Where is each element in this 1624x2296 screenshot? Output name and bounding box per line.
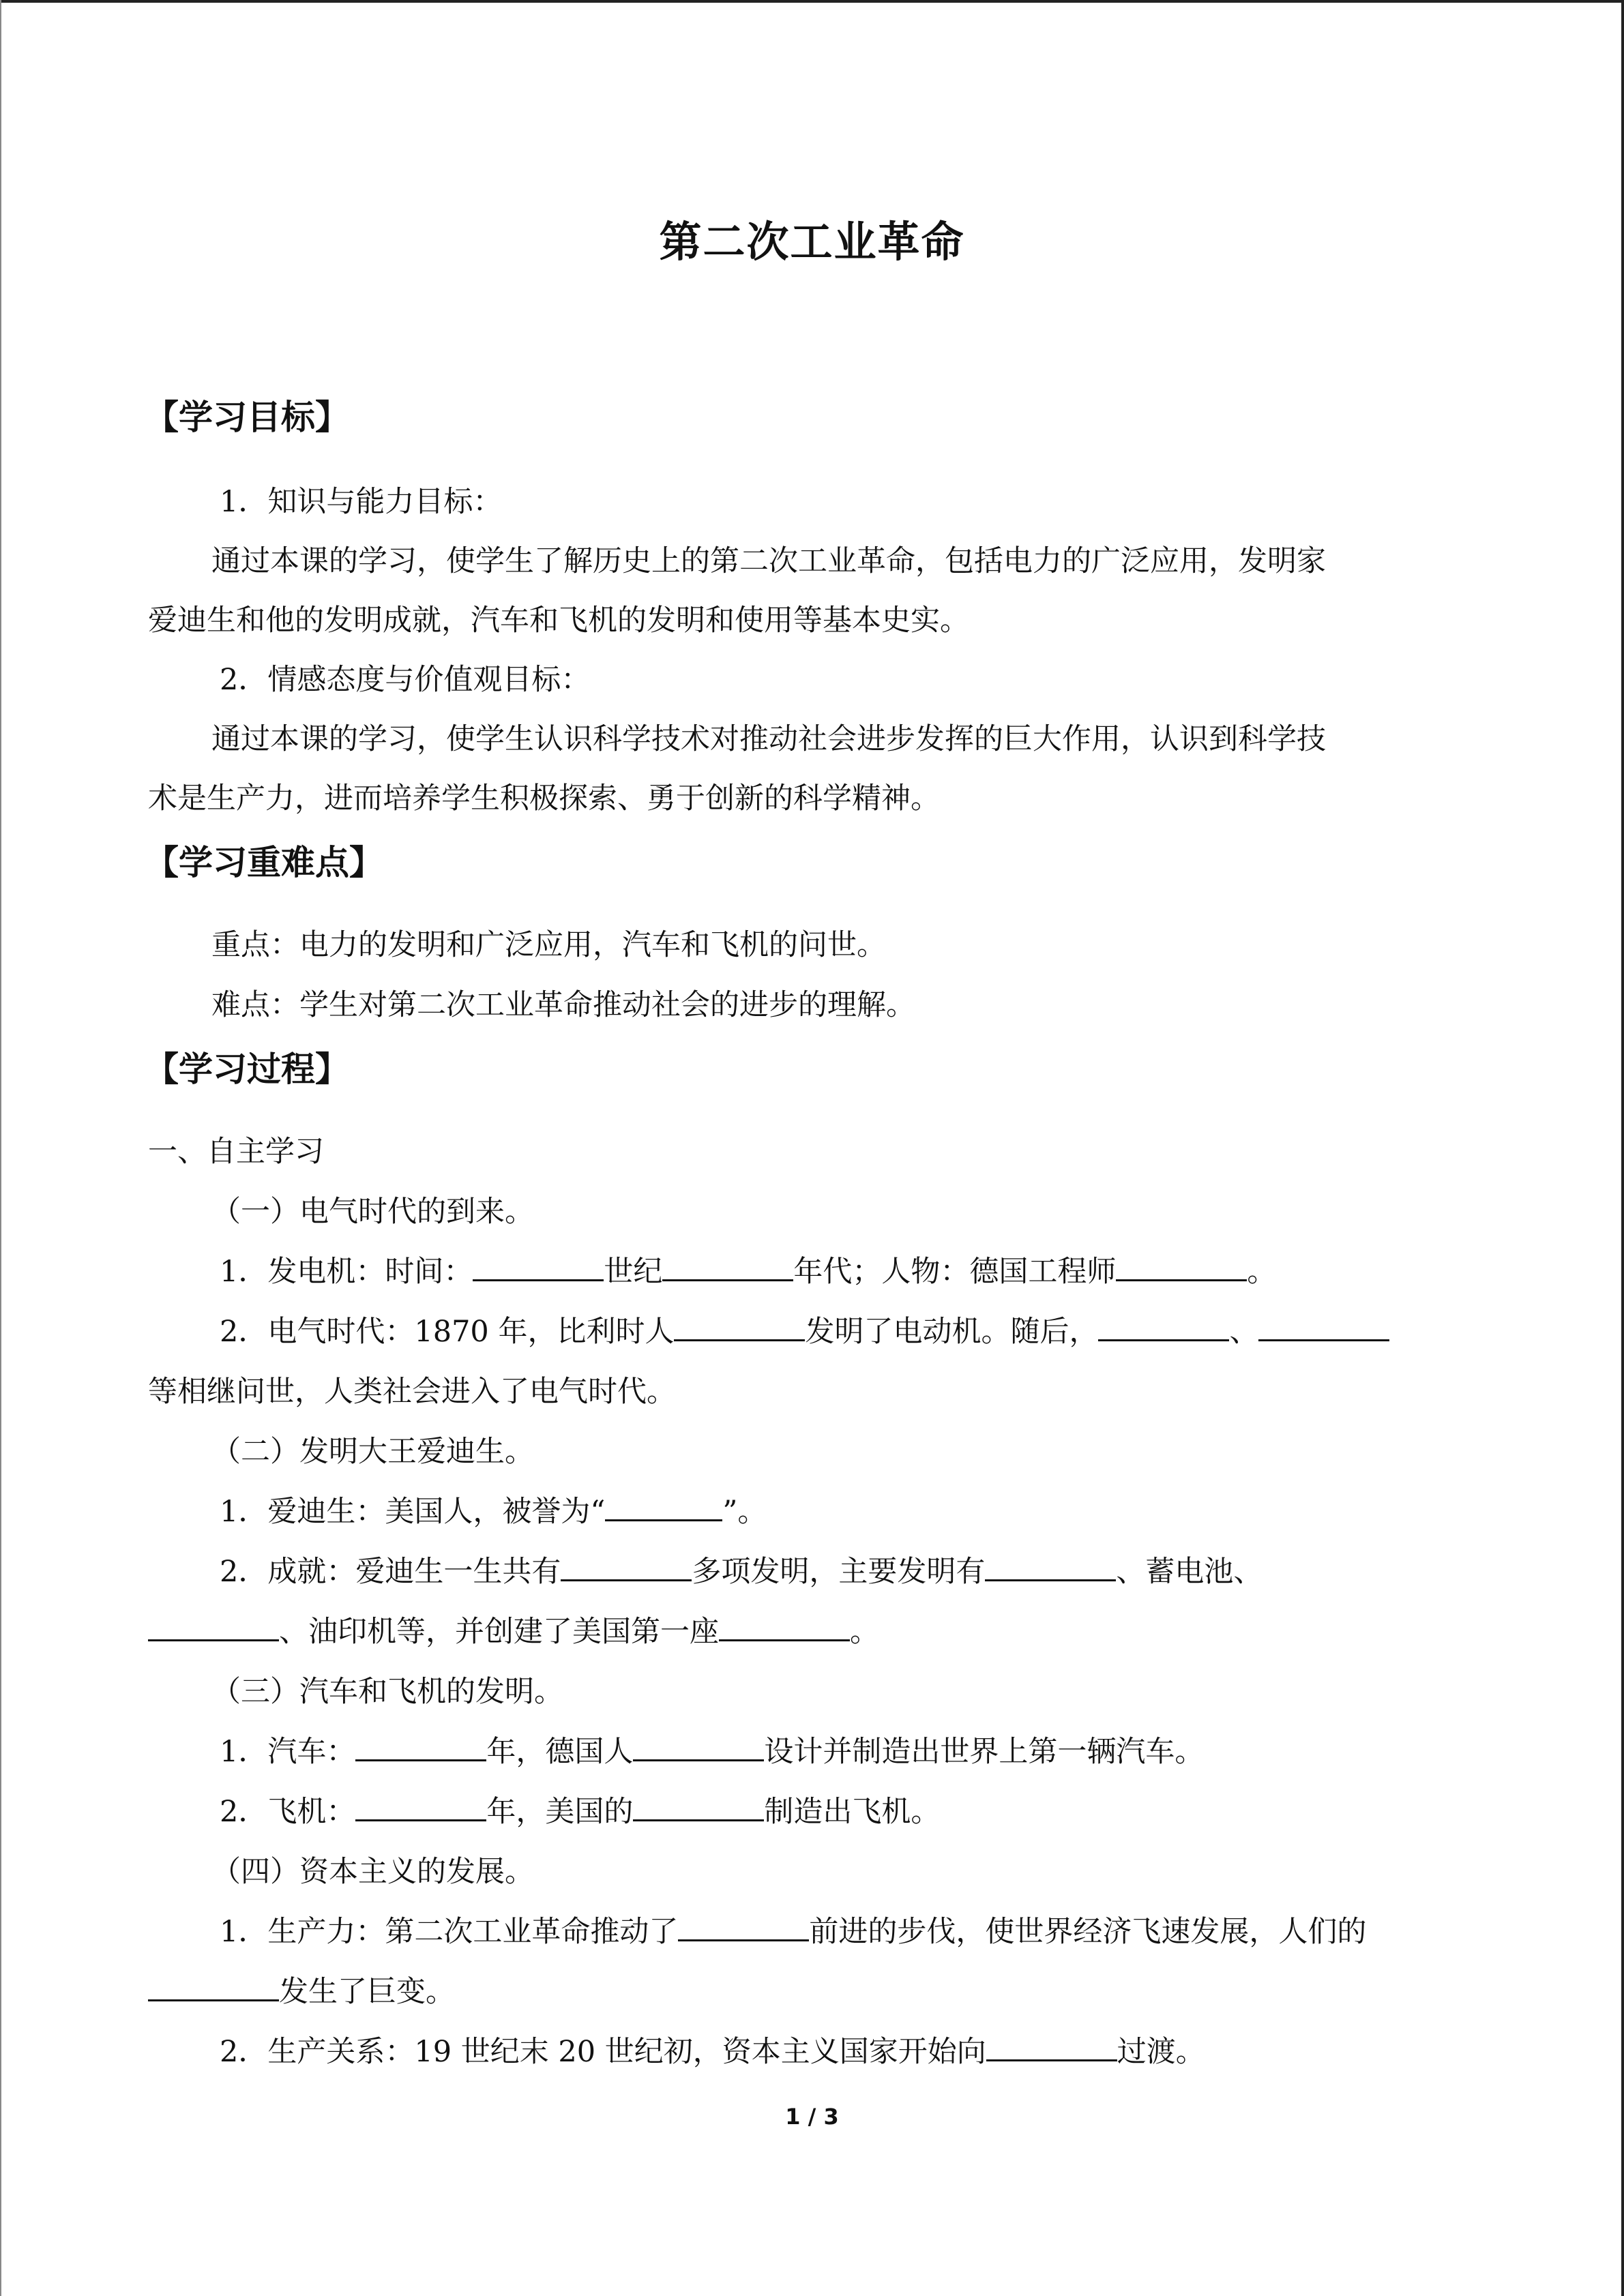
goals-1-text-a: 通过本课的学习，使学生了解历史上的第二次工业革命，包括电力的广泛应用，发明家: [211, 544, 1326, 578]
text: 设计并制造出世界上第一辆汽车。: [764, 1735, 1205, 1769]
blank-line[interactable]: [633, 1793, 764, 1821]
text: 、蓄电池、: [1116, 1555, 1263, 1589]
text: 发明了电动机。随后，: [805, 1315, 1099, 1349]
text: 、: [1229, 1315, 1259, 1349]
goals-2-text-a: 通过本课的学习，使学生认识科学技术对推动社会进步发挥的巨大作用，认识到科学技: [211, 722, 1326, 756]
part3-item2: [220, 1789, 940, 1830]
blank-line[interactable]: [633, 1733, 764, 1761]
text: ”。: [722, 1495, 767, 1529]
goals-2-text-b: 术是生产力，进而培养学生积极探索、勇于创新的科学精神。: [148, 781, 940, 816]
blank-line[interactable]: [719, 1613, 850, 1641]
goals-2-label: 2．情感态度与价值观目标：: [220, 663, 591, 697]
text: 2．成就：爱迪生一生共有: [220, 1555, 561, 1589]
page-number: 1 / 3: [785, 2104, 839, 2130]
text: 制造出飞机。: [764, 1795, 941, 1829]
key-point: 重点：电力的发明和广泛应用，汽车和飞机的问世。: [211, 928, 886, 962]
part1-title: （一）电气时代的到来。: [211, 1195, 534, 1229]
part1-item1: [220, 1249, 1276, 1290]
text: 。: [1247, 1255, 1277, 1289]
part1-item2: [220, 1309, 1389, 1350]
blank-line[interactable]: [1116, 1253, 1247, 1281]
text: 世纪: [604, 1255, 663, 1289]
part3-item1: [220, 1729, 1204, 1770]
part2-title: （二）发明大王爱迪生。: [211, 1435, 534, 1469]
goals-1-label: 1．知识与能力目标：: [220, 485, 503, 519]
blank-line[interactable]: [985, 1553, 1116, 1581]
part2-item2-cont: [148, 1609, 879, 1650]
part4-title: （四）资本主义的发展。: [211, 1855, 534, 1889]
text: 多项发明，主要发明有: [692, 1555, 986, 1589]
heading-process: 【学习过程】: [145, 1049, 349, 1089]
part4-item1-cont: [148, 1969, 455, 2010]
text: 。: [850, 1615, 879, 1649]
part2-item2: [220, 1549, 1263, 1590]
part4-item1: [220, 1909, 1366, 1950]
blank-line[interactable]: [1098, 1313, 1229, 1341]
blank-line[interactable]: [605, 1493, 722, 1521]
text: 2．生产关系：19 世纪末 20 世纪初，资本主义国家开始向: [220, 2035, 986, 2069]
text: 、油印机等，并创建了美国第一座: [279, 1615, 719, 1649]
text: 1．汽车：: [220, 1735, 356, 1769]
page-border-right: [1621, 0, 1624, 2296]
part3-title: （三）汽车和飞机的发明。: [211, 1675, 563, 1709]
difficult-point: 难点：学生对第二次工业革命推动社会的进步的理解。: [211, 988, 915, 1022]
heading-goals: 【学习目标】: [145, 398, 349, 437]
blank-line[interactable]: [148, 1973, 279, 2001]
blank-line[interactable]: [355, 1733, 486, 1761]
blank-line[interactable]: [986, 2033, 1117, 2061]
page-border-top: [0, 0, 1624, 3]
blank-line[interactable]: [355, 1793, 486, 1821]
goals-1-text-b: 爱迪生和他的发明成就，汽车和飞机的发明和使用等基本史实。: [148, 603, 969, 638]
blank-line[interactable]: [674, 1313, 805, 1341]
text: 1．发电机：时间：: [220, 1255, 473, 1289]
text: 过渡。: [1117, 2035, 1205, 2069]
blank-line[interactable]: [473, 1253, 604, 1281]
blank-line[interactable]: [561, 1553, 692, 1581]
part1-item2-cont: 等相继问世，人类社会进入了电气时代。: [148, 1375, 676, 1409]
text: 1．生产力：第二次工业革命推动了: [220, 1915, 679, 1949]
text: 发生了巨变。: [279, 1975, 455, 2009]
part2-item1: [220, 1489, 767, 1530]
text: 年，美国的: [486, 1795, 634, 1829]
self-study-label: 一、自主学习: [148, 1135, 324, 1169]
blank-line[interactable]: [1258, 1313, 1389, 1341]
text: 1．爱迪生：美国人，被誉为“: [220, 1495, 606, 1529]
text: 年代；人物：德国工程师: [793, 1255, 1117, 1289]
heading-key-points: 【学习重难点】: [145, 843, 383, 882]
page-border-left: [0, 0, 1, 2296]
part4-item2: [220, 2029, 1205, 2070]
text: 前进的步伐，使世界经济飞速发展，人们的: [809, 1915, 1367, 1949]
text: 2．飞机：: [220, 1795, 356, 1829]
text: 年，德国人: [486, 1735, 634, 1769]
page-title: 第二次工业革命: [659, 217, 965, 267]
text: 2．电气时代：1870 年，比利时人: [220, 1315, 675, 1349]
blank-line[interactable]: [148, 1613, 279, 1641]
blank-line[interactable]: [662, 1253, 793, 1281]
blank-line[interactable]: [678, 1913, 809, 1941]
